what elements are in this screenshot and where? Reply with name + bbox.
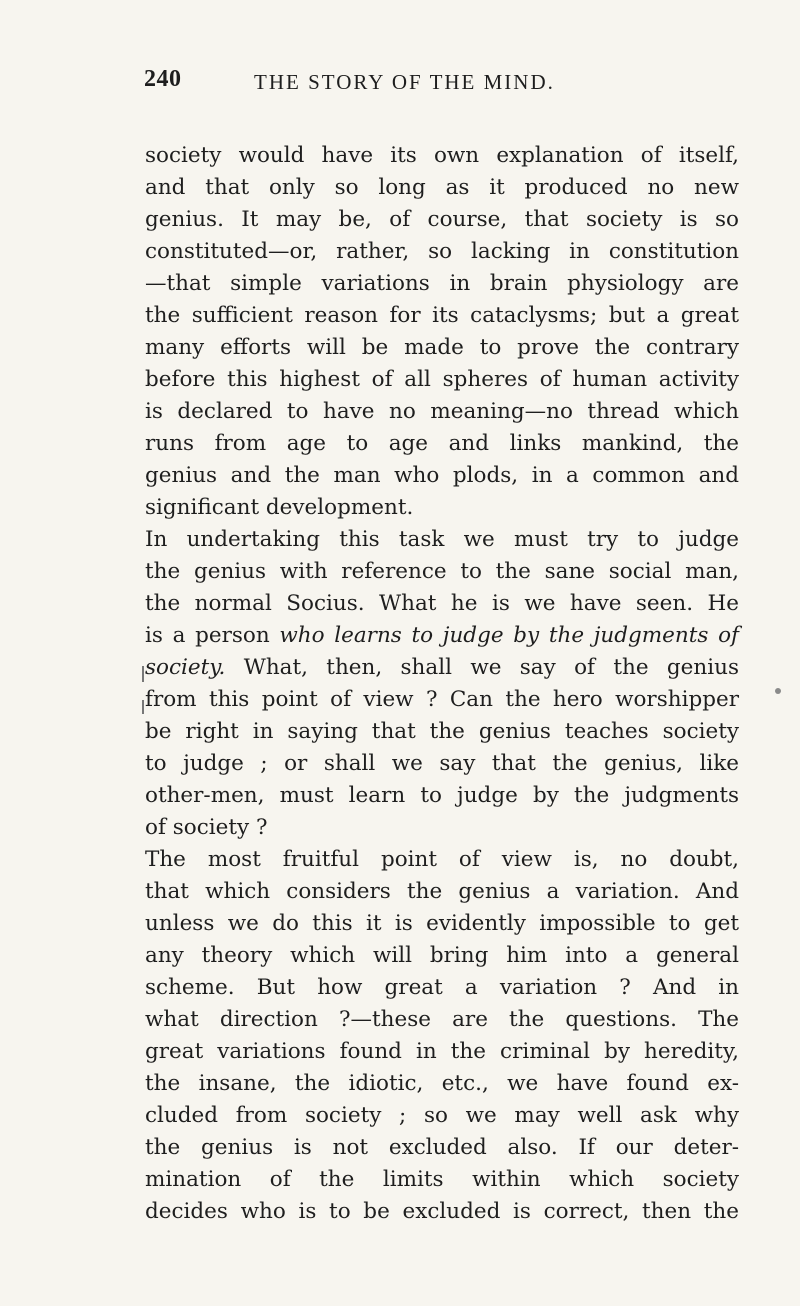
text-line: cluded from society ; so we may well ask why <box>145 1103 739 1128</box>
margin-dot <box>775 688 781 694</box>
text-line: is declared to have no meaning—no thread which <box>145 399 739 424</box>
text-line: —that simple variations in brain physiology are <box>145 271 739 296</box>
text-line: In undertaking this task we must try to judge <box>145 527 739 552</box>
text-line: the genius with reference to the sane social man, <box>145 559 739 584</box>
text-line: genius and the man who plods, in a common and <box>145 463 739 488</box>
text-line: the insane, the idiotic, etc., we have found ex- <box>145 1071 739 1096</box>
text-line: any theory which will bring him into a general <box>145 943 739 968</box>
text-line: unless we do this it is evidently impossible to get <box>145 911 739 936</box>
text-line: genius. It may be, of course, that society is so <box>145 207 739 232</box>
text-line: many efforts will be made to prove the contrary <box>145 335 739 360</box>
text-line: society would have its own explanation of itself, <box>145 143 739 168</box>
text-line: runs from age to age and links mankind, the <box>145 431 739 456</box>
text-line: the normal Socius. What he is we have seen. He <box>145 591 739 616</box>
text-line: what direction ?—these are the questions. The <box>145 1007 739 1032</box>
text-line <box>145 620 739 652</box>
page-number: 240 <box>144 66 182 92</box>
text-line: decides who is to be excluded is correct, then the <box>145 1199 739 1224</box>
text-line: that which considers the genius a variation. And <box>145 879 739 904</box>
running-head: THE STORY OF THE MIND. <box>254 70 555 94</box>
text-line <box>145 652 739 684</box>
italic-text: who learns to judge by the judgments of <box>279 623 739 648</box>
text-line: to judge ; or shall we say that the genius, like <box>145 751 739 776</box>
italic-text: society. <box>145 655 226 680</box>
text-line: scheme. But how great a variation ? And in <box>145 975 739 1000</box>
text-line: and that only so long as it produced no new <box>145 175 739 200</box>
text-line: be right in saying that the genius teaches society <box>145 719 739 744</box>
text-line: significant development. <box>145 495 414 520</box>
text-line: constituted—or, rather, so lacking in constitution <box>145 239 739 264</box>
text-line: before this highest of all spheres of human activity <box>145 367 739 392</box>
text-line: other-men, must learn to judge by the judgments <box>145 783 739 808</box>
text-line: the sufficient reason for its cataclysms; but a great <box>145 303 739 328</box>
text-line: from this point of view ? Can the hero worshipper <box>145 687 739 712</box>
body-text <box>145 140 739 1228</box>
text-line: great variations found in the criminal by heredity, <box>145 1039 739 1064</box>
text-line: mination of the limits within which society <box>145 1167 739 1192</box>
text-line: the genius is not excluded also. If our deter- <box>145 1135 739 1160</box>
text-span: What, then, shall we say of the genius <box>225 655 739 680</box>
page-header <box>144 66 744 106</box>
text-span: is a person <box>145 623 280 648</box>
text-line: of society ? <box>145 815 268 840</box>
margin-mark <box>142 700 144 714</box>
margin-mark <box>142 666 144 682</box>
text-line: The most fruitful point of view is, no doubt, <box>145 847 739 872</box>
